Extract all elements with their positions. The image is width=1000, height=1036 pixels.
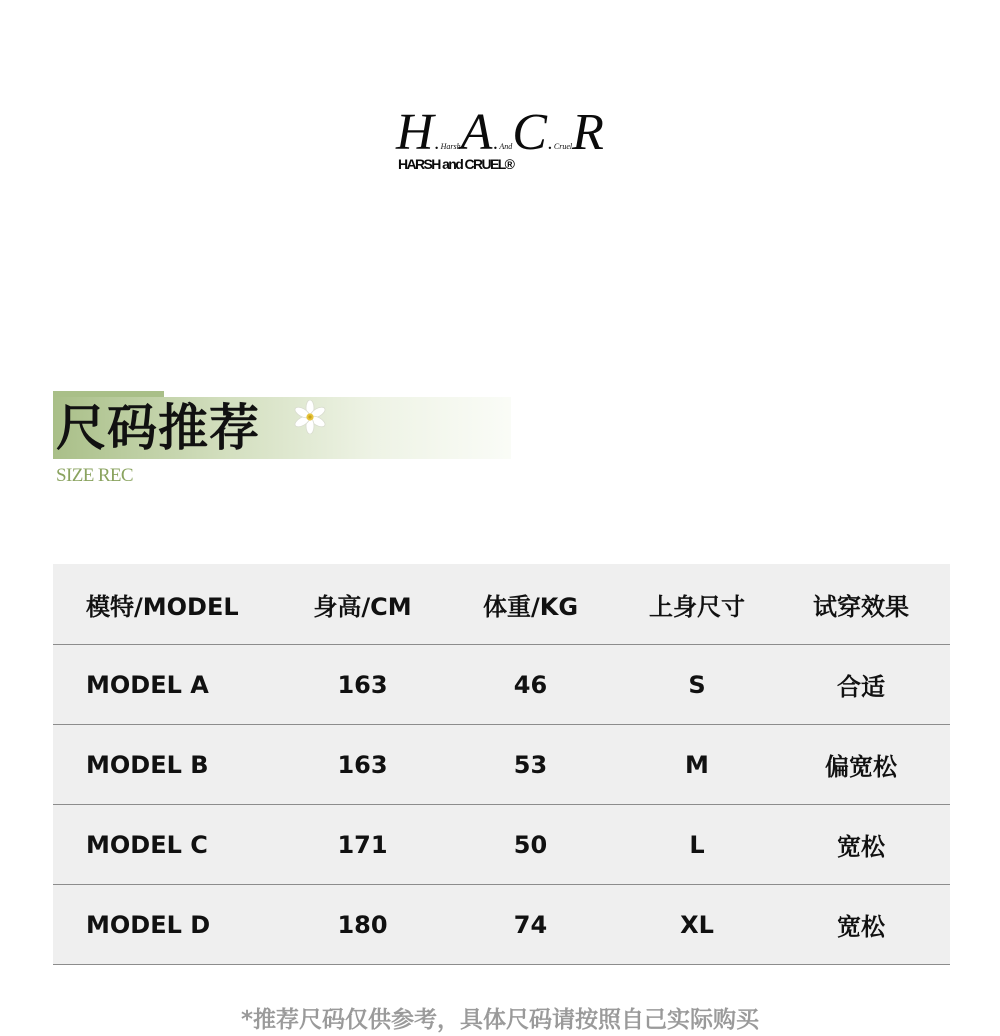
table-row [53, 885, 950, 965]
cell-fit: 宽松 [772, 805, 950, 885]
logo-letter-c: C [512, 104, 548, 161]
header-weight: 体重/KG [439, 564, 622, 645]
section-subtitle: SIZE REC [56, 465, 134, 486]
cell-model: MODEL C [53, 805, 286, 885]
table-header-row [53, 564, 950, 645]
logo-word-cruel: Cruel [553, 142, 573, 151]
header-model: 模特/MODEL [53, 564, 286, 645]
cell-size: M [622, 725, 772, 805]
cell-model: MODEL B [53, 725, 286, 805]
cell-weight: 74 [439, 885, 622, 965]
brand-logo [396, 104, 610, 174]
cell-weight: 50 [439, 805, 622, 885]
cell-model: MODEL D [53, 885, 286, 965]
logo-monogram: H.HarshA.AndC.CruelR [396, 104, 605, 161]
cell-size: L [622, 805, 772, 885]
logo-letter-r: R [572, 104, 605, 161]
cell-fit: 偏宽松 [772, 725, 950, 805]
table-row [53, 725, 950, 805]
logo-tagline: HARSH and CRUEL® [398, 156, 514, 172]
size-recommendation-table [53, 564, 950, 965]
cell-fit: 合适 [772, 645, 950, 725]
logo-word-and: And [499, 142, 513, 151]
cell-model: MODEL A [53, 645, 286, 725]
cell-weight: 53 [439, 725, 622, 805]
cell-weight: 46 [439, 645, 622, 725]
header-size: 上身尺寸 [622, 564, 772, 645]
section-title: 尺码推荐 [56, 399, 260, 457]
cell-size: S [622, 645, 772, 725]
registered-mark: ® [504, 156, 514, 172]
cell-height: 163 [286, 725, 439, 805]
table-row [53, 645, 950, 725]
size-disclaimer: *推荐尺码仅供参考，具体尺码请按照自己实际购买 [240, 1007, 760, 1033]
cell-fit: 宽松 [772, 885, 950, 965]
header-fit: 试穿效果 [772, 564, 950, 645]
cell-height: 180 [286, 885, 439, 965]
header-height: 身高/CM [286, 564, 439, 645]
logo-letter-a: A [460, 104, 494, 161]
cell-size: XL [622, 885, 772, 965]
cell-height: 171 [286, 805, 439, 885]
table-row [53, 805, 950, 885]
logo-word-harsh: Harsh [440, 142, 461, 151]
logo-letter-h: H [396, 104, 435, 161]
flower-icon [293, 400, 327, 434]
cell-height: 163 [286, 645, 439, 725]
